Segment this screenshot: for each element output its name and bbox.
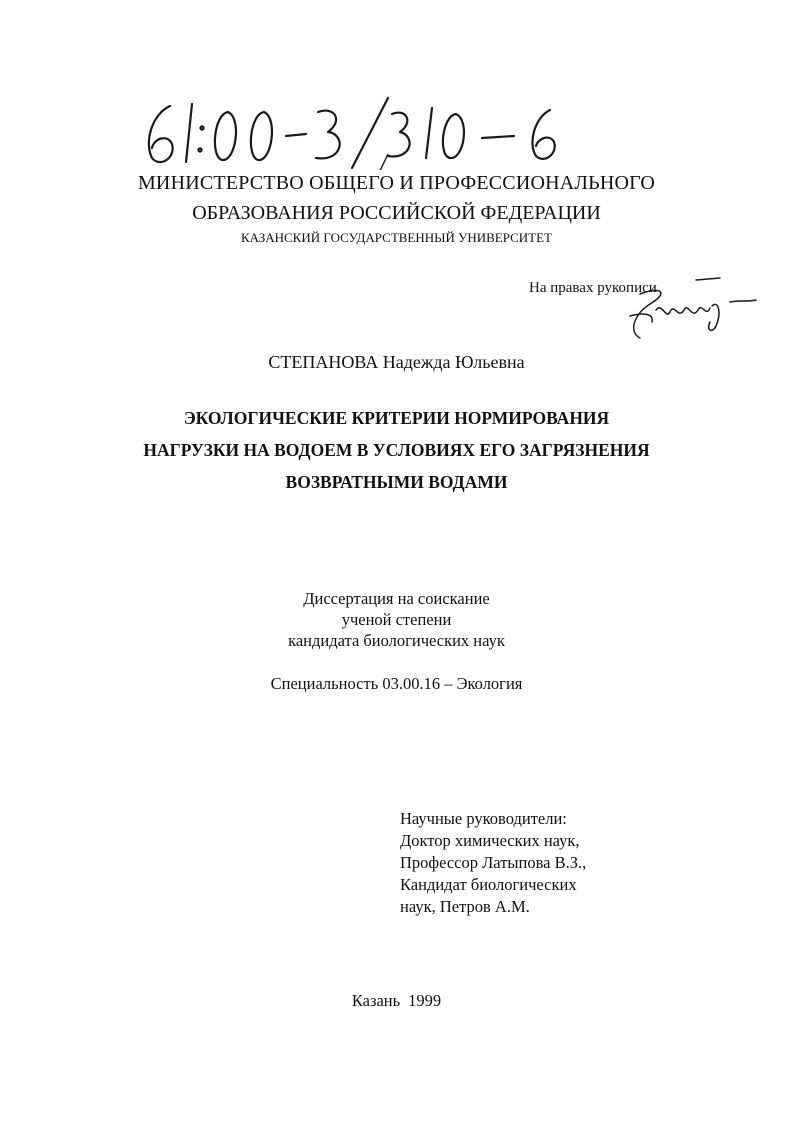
- degree-line: кандидата биологических наук: [288, 631, 505, 650]
- author-name: СТЕПАНОВА Надежда Юльевна: [268, 352, 525, 372]
- supervisors-line: наук, Петров А.М.: [400, 897, 530, 916]
- ministry-line-1: МИНИСТЕРСТВО ОБЩЕГО И ПРОФЕССИОНАЛЬНОГО: [137, 172, 656, 194]
- degree-line: Диссертация на соискание: [303, 589, 490, 608]
- degree-line: ученой степени: [341, 610, 452, 629]
- title-line: ВОЗВРАТНЫМИ ВОДАМИ: [285, 472, 508, 492]
- city-year: [0, 990, 793, 1012]
- handwritten-signature: [600, 272, 770, 352]
- supervisors-line: Доктор химических наук,: [400, 831, 580, 850]
- specialty: Специальность 03.00.16 – Экология: [270, 674, 523, 693]
- supervisors-line: Кандидат биологических: [400, 875, 577, 894]
- handwritten-archive-code: [130, 92, 590, 170]
- dissertation-degree: [0, 588, 793, 651]
- title-line: ЭКОЛОГИЧЕСКИЕ КРИТЕРИИ НОРМИРОВАНИЯ: [183, 408, 610, 428]
- scientific-supervisors: [400, 808, 586, 918]
- dissertation-title: [0, 402, 793, 498]
- manuscript-rights-label: На правах рукописи: [529, 280, 657, 296]
- university-name: КАЗАНСКИЙ ГОСУДАРСТВЕННЫЙ УНИВЕРСИТЕТ: [240, 230, 552, 245]
- ministry-line-2: ОБРАЗОВАНИЯ РОССИЙСКОЙ ФЕДЕРАЦИИ: [192, 202, 601, 224]
- year: 1999: [408, 991, 442, 1010]
- city: Казань: [351, 991, 401, 1010]
- title-line: НАГРУЗКИ НА ВОДОЕМ В УСЛОВИЯХ ЕГО ЗАГРЯЗНЕНИЯ: [143, 440, 650, 460]
- supervisors-line: Научные руководители:: [400, 809, 567, 828]
- supervisors-line: Профессор Латыпова В.З.,: [400, 853, 587, 872]
